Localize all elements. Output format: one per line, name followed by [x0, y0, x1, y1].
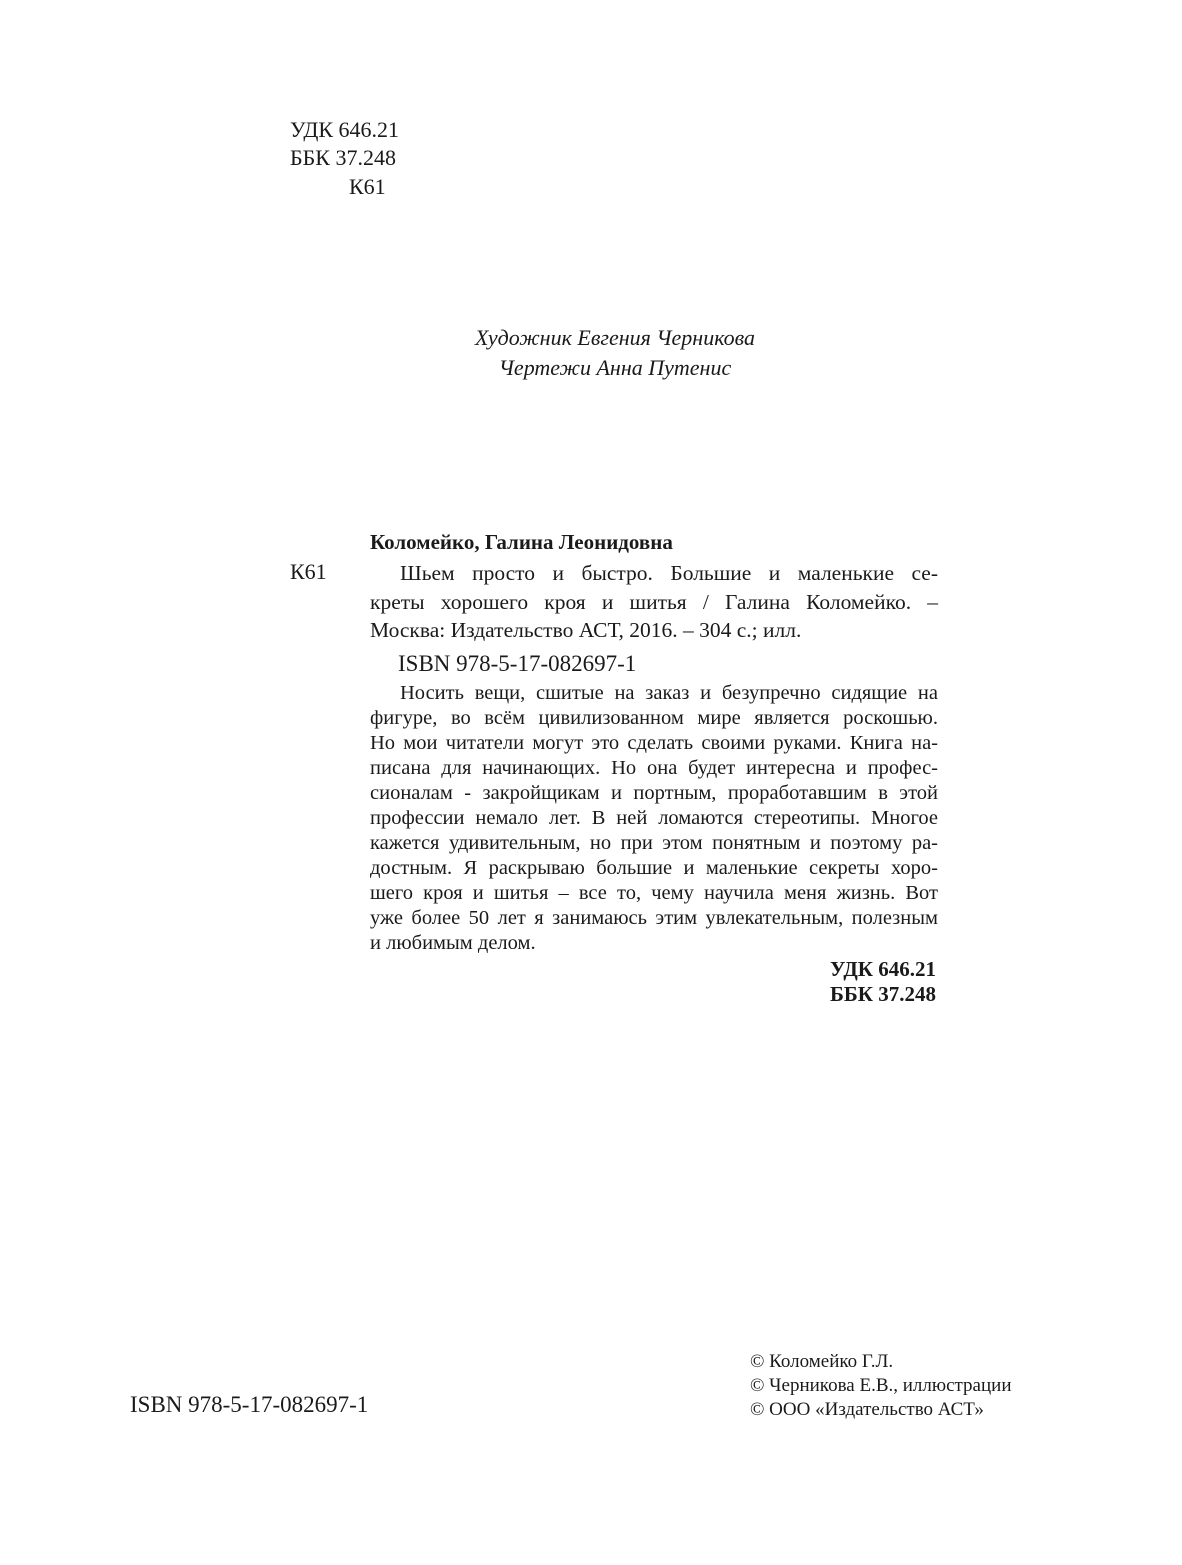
copyright-illustrator: © Черникова Е.В., иллюстрации — [750, 1375, 1012, 1396]
annotation-line: уже более 50 лет я занимаюсь этим увлекательным, полезным — [370, 907, 938, 929]
author-sign: К61 — [349, 174, 386, 199]
record-author: Коломейко, Галина Леонидовна — [370, 530, 673, 554]
annotation-line: фигуре, во всём цивилизованном мире является роскошью. — [370, 707, 938, 729]
record-isbn: ISBN 978-5-17-082697-1 — [398, 651, 637, 676]
record-udk: УДК 646.21 — [830, 957, 936, 981]
record-bbk: ББК 37.248 — [830, 982, 936, 1006]
copyright-publisher: © ООО «Издательство АСТ» — [750, 1399, 984, 1420]
title-line: Москва: Издательство АСТ, 2016. – 304 с.; илл. — [370, 618, 802, 642]
record-sign: К61 — [290, 559, 327, 584]
credit-drawings: Чертежи Анна Путенис — [498, 355, 732, 380]
annotation-line: сионалам - закройщикам и портным, проработавшим в этой — [370, 782, 938, 804]
annotation-line: шего кроя и шитья – все то, чему научила меня жизнь. Вот — [370, 882, 938, 904]
annotation-line: кажется удивительным, но при этом понятным и поэтому ра- — [370, 832, 938, 854]
annotation-line: профессии немало лет. В ней ломаются стереотипы. Многое — [370, 807, 938, 829]
bbk-code: ББК 37.248 — [290, 145, 396, 170]
annotation-line: писана для начинающих. Но она будет интересна и профес- — [370, 757, 938, 779]
annotation-line: достным. Я раскрываю большие и маленькие секреты хоро- — [370, 857, 938, 879]
title-line: креты хорошего кроя и шитья / Галина Коломейко. – — [370, 590, 938, 614]
title-line: Шьем просто и быстро. Большие и маленькие се- — [400, 561, 938, 585]
udk-code: УДК 646.21 — [290, 117, 400, 142]
copyright-author: © Коломейко Г.Л. — [750, 1351, 894, 1372]
annotation-line: Но мои читатели могут это сделать своими руками. Книга на- — [370, 732, 938, 754]
credit-artist: Художник Евгения Черникова — [474, 325, 756, 350]
annotation-line: и любимым делом. — [370, 932, 536, 954]
footer-isbn: ISBN 978-5-17-082697-1 — [130, 1392, 369, 1417]
annotation-line: Носить вещи, сшитые на заказ и безупречно сидящие на — [400, 682, 938, 704]
